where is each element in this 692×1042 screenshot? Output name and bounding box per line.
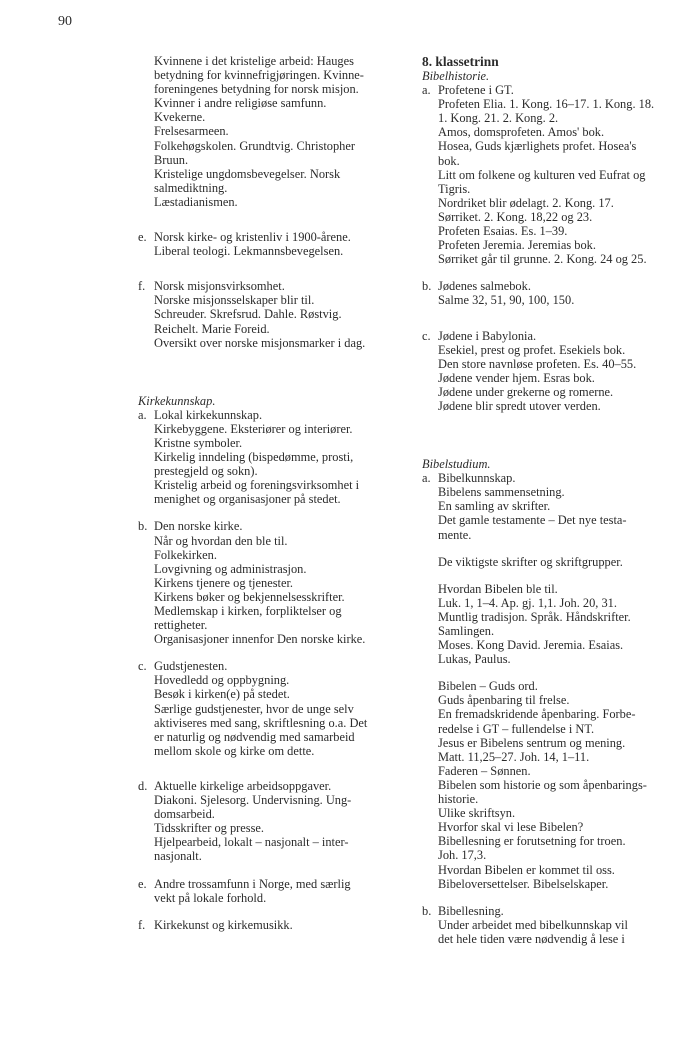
text-line: Hvordan Bibelen er kommet til oss. [438,862,615,877]
text-line: Salme 32, 51, 90, 100, 150. [438,293,575,308]
item-label: e. [138,876,147,891]
item-label: a. [138,407,147,422]
bibelhistorie-b-lines [438,279,684,307]
text-line: Jødene vender hjem. Esras bok. [438,370,595,385]
text-line: Hjelpearbeid, lokalt – nasjonalt – inter- [154,835,349,850]
item-label: a. [422,471,431,486]
text-line: Kirkekunst og kirkemusikk. [154,917,293,932]
text-line: Den norske kirke. [154,519,243,534]
kirkekunnskap-b-lines [154,519,392,646]
text-line: Bruun. [154,152,189,167]
text-line: Bibelen som historie og som åpenbarings- [438,777,647,792]
text-line: menighet og organisasjoner på stedet. [154,492,341,507]
text-line: Matt. 11,25–27. Joh. 14, 1–11. [438,749,590,764]
text-line: Joh. 17,3. [438,848,487,863]
text-line: Bibelen – Guds ord. [438,679,538,694]
text-line: Hosea, Guds kjærlighets profet. Hosea's [438,139,637,154]
text-line: Bibellesning er forutsetning for troen. [438,834,626,849]
text-line: Kirkens tjenere og tjenester. [154,575,294,590]
text-line: prestegjeld og sokn). [154,464,258,479]
text-line: Gudstjenesten. [154,659,228,674]
bibelstudium-a-group1 [438,471,684,541]
text-line: foreningenes betydning for norsk misjon. [154,82,359,97]
text-line: Norsk kirke- og kristenliv i 1900-årene. [154,230,351,245]
text-line: Profetene i GT. [438,83,514,98]
text-line: Diakoni. Sjelesorg. Undervisning. Ung- [154,793,352,808]
item-label: b. [422,903,432,918]
page-number: 90 [58,14,72,29]
text-line: Når og hvordan den ble til. [154,533,288,548]
item-label: b. [422,279,432,294]
item-label: c. [138,659,147,674]
text-line: Luk. 1, 1–4. Ap. gj. 1,1. Joh. 20, 31. [438,595,617,610]
section-f-lines [154,279,392,349]
text-line: Kristelige ungdomsbevegelser. Norsk [154,166,341,181]
text-line: 1. Kong. 21. 2. Kong. 2. [438,111,559,126]
text-line: Kirkelig inndeling (bispedømme, prosti, [154,450,354,465]
text-line: Medlemskap i kirken, forpliktelser og [154,604,342,618]
kirkekunnskap-a-lines [154,408,392,507]
text-line: redelse i GT – fullendelse i NT. [438,721,595,736]
kirkekunnskap-title: Kirkekunnskap. [138,393,216,408]
item-label: d. [138,778,148,793]
text-line: Frelsesarmeen. [154,124,229,139]
bibelhistorie-a-lines [438,83,684,266]
kirkekunnskap-e-lines [154,877,392,905]
text-line: Faderen – Sønnen. [438,763,531,778]
text-line: aktiviseres med sang, skriftlesning o.a. Det [154,715,368,730]
text-line: Muntlig tradisjon. Språk. Håndskrifter. [438,609,631,624]
item-label: f. [138,279,146,294]
text-line: Bibelkunnskap. [438,471,516,486]
text-line: Den store navnløse profeten. Es. 40–55. [438,356,637,371]
text-line: Amos, domsprofeten. Amos' bok. [438,125,605,140]
text-line: Under arbeidet med bibelkunnskap vil [438,917,628,932]
text-line: Det gamle testamente – Det nye testa- [438,513,627,528]
kirkekunnskap-e [138,877,392,905]
item-label: b. [138,519,148,534]
text-line: Sørriket går til grunne. 2. Kong. 24 og 25. [438,252,647,267]
text-line: Hvorfor skal vi lese Bibelen? [438,820,584,835]
text-line: Andre trossamfunn i Norge, med særlig [154,876,351,891]
text-line: Guds åpenbaring til frelse. [438,693,570,708]
bibelhistorie-title: Bibelhistorie. [422,69,490,83]
text-line: nasjonalt. [154,849,202,864]
text-line: er naturlig og nødvendig med samarbeid [154,729,355,744]
text-line: mellom skole og kirke om dette. [154,743,315,758]
text-line: Profeten Esaias. Es. 1–39. [438,224,568,239]
item-label: a. [422,83,431,98]
text-line: Kristne symboler. [154,435,243,450]
text-line: Profeten Jeremia. Jeremias bok. [438,238,596,253]
text-line: Jødene under grekerne og romerne. [438,384,614,399]
text-line: Aktuelle kirkelige arbeidsoppgaver. [154,778,332,793]
kirkekunnskap-c-lines [154,659,392,758]
text-line: Reichelt. Marie Foreid. [154,321,270,336]
text-line: Organisasjoner innenfor Den norske kirke. [154,632,366,647]
text-line: Bibelens sammensetning. [438,485,565,500]
bibelstudium-a-group2 [438,555,684,569]
text-line: Tidsskrifter og presse. [154,821,265,836]
text-line: Profeten Elia. 1. Kong. 16–17. 1. Kong. 18. [438,97,655,112]
intro-section [138,54,392,209]
text-line: vekt på lokale forhold. [154,890,267,905]
text-line: Kirkens bøker og bekjennelsesskrifter. [154,589,345,604]
text-line: det hele tiden være nødvendig å lese i [438,931,625,946]
text-line: bok. [438,153,460,168]
bibelstudium-a-body [438,471,684,891]
text-line: Folkekirken. [154,547,217,562]
text-line: De viktigste skrifter og skriftgrupper. [438,554,623,569]
text-line: Særlige gudstjenester, hvor de unge selv [154,701,354,716]
text-line: Kirkebyggene. Eksteriører og interiører. [154,421,353,436]
kirkekunnskap-d [138,779,392,864]
text-line: mente. [438,527,472,542]
right-column [422,54,684,946]
text-line: Hvordan Bibelen ble til. [438,581,558,596]
bibelstudium-a-group3 [438,582,684,667]
kirkekunnskap-f-lines [154,918,392,932]
section-e-lines [154,230,392,258]
text-line: Kvinner i andre religiøse samfunn. [154,96,327,111]
text-line: Lokal kirkekunnskap. [154,407,263,422]
text-line: Norske misjonsselskaper blir til. [154,293,315,308]
kirkekunnskap-b [138,519,392,646]
bibelhistorie-c-lines [438,329,684,414]
text-line: Kristelig arbeid og foreningsvirksomhet i [154,478,360,493]
text-line: Nordriket blir ødelagt. 2. Kong. 17. [438,195,614,210]
kirkekunnskap-d-lines [154,779,392,864]
item-label: e. [138,230,147,245]
text-line: En fremadskridende åpenbaring. Forbe- [438,707,636,722]
text-line: Jødene blir spredt utover verden. [438,398,601,413]
text-line: domsarbeid. [154,807,215,822]
bibelstudium-b-lines [438,904,684,946]
bibelstudium-b [422,904,684,946]
kirkekunnskap-c [138,659,392,758]
text-line: Folkehøgskolen. Grundtvig. Christopher [154,138,355,153]
text-line: Jødene i Babylonia. [438,328,537,343]
text-line: Oversikt over norske misjonsmarker i dag. [154,335,366,350]
bibelhistorie-c [422,329,684,414]
intro-lines [154,54,392,209]
text-line: Esekiel, prest og profet. Esekiels bok. [438,342,626,357]
left-column [138,54,392,932]
grade-heading: 8. klassetrinn [422,54,499,69]
text-line: Bibellesning. [438,903,504,918]
text-line: Samlingen. [438,624,495,638]
text-line: Hovedledd og oppbygning. [154,673,290,688]
section-e [138,230,392,258]
text-line: Kvekerne. [154,110,206,125]
text-line: Bibeloversettelser. Bibelselskaper. [438,876,609,891]
bibelstudium-title: Bibelstudium. [422,457,491,472]
kirkekunnskap-a [138,408,392,507]
bibelstudium-a-group4 [438,679,684,890]
text-line: Jødenes salmebok. [438,279,531,294]
text-line: Lovgivning og administrasjon. [154,561,307,576]
bibelstudium-a [422,471,684,891]
text-line: betydning for kvinnefrigjøringen. Kvinne- [154,68,364,83]
text-line: salmediktning. [154,180,228,195]
item-label: c. [422,328,431,343]
text-line: Sørriket. 2. Kong. 18,22 og 23. [438,209,593,224]
text-line: Besøk i kirken(e) på stedet. [154,687,290,702]
text-line: rettigheter. [154,618,208,633]
text-line: Litt om folkene og kulturen ved Eufrat og [438,167,646,182]
text-line: Læstadianismen. [154,194,238,209]
text-line: Schreuder. Skrefsrud. Dahle. Røstvig. [154,307,342,322]
bibelhistorie-a [422,83,684,266]
text-line: Tigris. [438,181,471,196]
item-label: f. [138,917,146,932]
text-line: Lukas, Paulus. [438,652,511,667]
bibelhistorie-b [422,279,684,307]
section-f [138,279,392,349]
text-line: Moses. Kong David. Jeremia. Esaias. [438,638,624,653]
kirkekunnskap-f [138,918,392,932]
text-line: En samling av skrifter. [438,499,551,514]
text-line: Jesus er Bibelens sentrum og mening. [438,735,626,750]
text-line: Kvinnene i det kristelige arbeid: Hauges [154,54,354,68]
text-line: Norsk misjonsvirksomhet. [154,279,285,294]
text-line: historie. [438,792,479,807]
text-line: Liberal teologi. Lekmannsbevegelsen. [154,244,344,259]
text-line: Ulike skriftsyn. [438,806,516,821]
